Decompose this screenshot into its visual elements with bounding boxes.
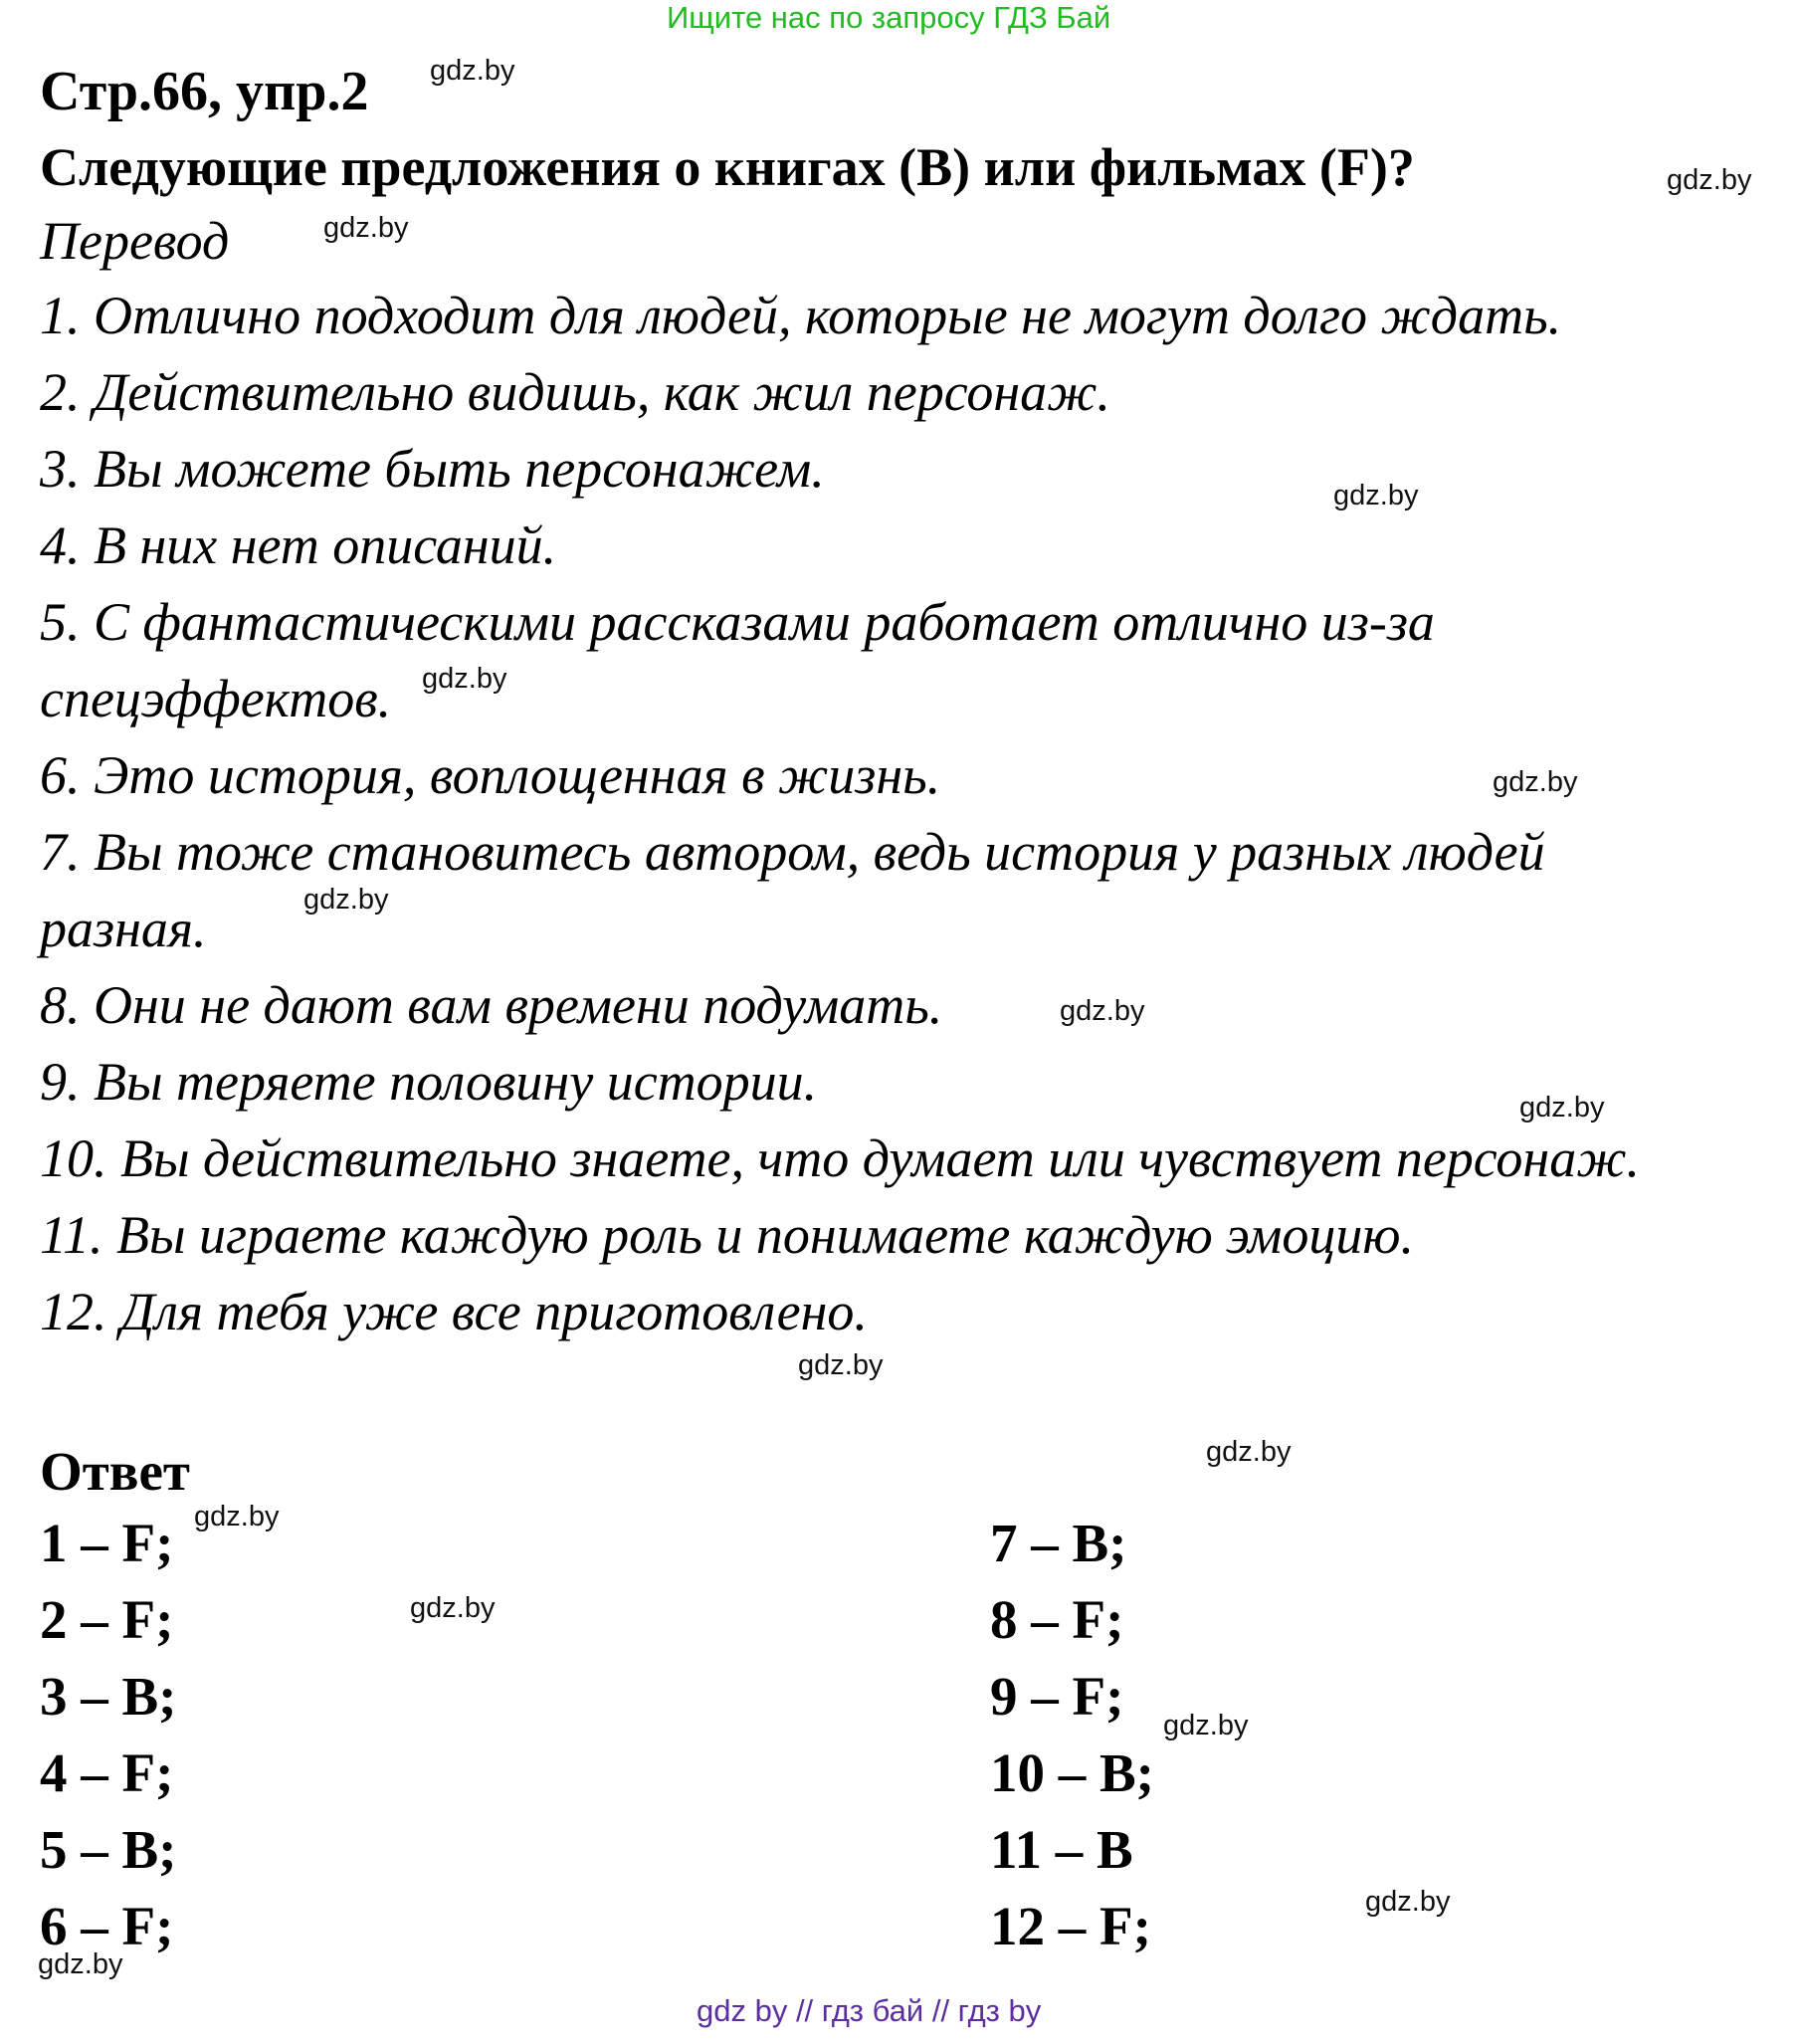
sentence-line: разная. — [40, 899, 207, 958]
answer-item: 12 – F; — [990, 1896, 1151, 1956]
watermark: gdz.by — [38, 1948, 123, 1980]
sentence-line: 3. Вы можете быть персонажем. — [40, 439, 825, 499]
watermark: gdz.by — [194, 1501, 280, 1533]
sentence-line: 4. В них нет описаний. — [40, 515, 557, 575]
answer-item: 1 – F; — [40, 1513, 174, 1573]
answer-item: 3 – B; — [40, 1666, 177, 1727]
answer-item: 7 – B; — [990, 1513, 1127, 1573]
exercise-question: Следующие предложения о книгах (B) или фильмах (F)? — [40, 137, 1415, 197]
watermark: gdz.by — [1333, 480, 1419, 511]
sentence-line: 10. Вы действительно знаете, что думает или чувствует персонаж. — [40, 1128, 1640, 1188]
watermark: gdz.by — [1667, 164, 1752, 196]
watermark: gdz.by — [1365, 1886, 1451, 1918]
sentence-line: 11. Вы играете каждую роль и понимаете каждую эмоцию. — [40, 1205, 1414, 1265]
watermark: gdz.by — [323, 212, 409, 244]
footer-links[interactable]: gdz by // гдз бай // гдз by — [697, 1993, 1042, 2028]
answer-item: 9 – F; — [990, 1666, 1124, 1727]
watermark: gdz.by — [1493, 766, 1578, 798]
watermark: gdz.by — [410, 1592, 496, 1624]
sentence-line: 9. Вы теряете половину истории. — [40, 1052, 818, 1112]
answer-item: 11 – B — [990, 1819, 1133, 1880]
watermark: gdz.by — [1519, 1092, 1605, 1124]
watermark: gdz.by — [798, 1349, 884, 1381]
sentence-line: 6. Это история, воплощенная в жизнь. — [40, 745, 941, 805]
watermark: gdz.by — [430, 55, 515, 87]
answer-item: 5 – B; — [40, 1819, 177, 1880]
answer-item: 4 – F; — [40, 1742, 174, 1803]
watermark: gdz.by — [303, 884, 389, 916]
answer-item: 10 – B; — [990, 1742, 1154, 1803]
sentence-line: 1. Отлично подходит для людей, которые не могут долго ждать. — [40, 286, 1562, 345]
sentence-line: 8. Они не дают вам времени подумать. — [40, 975, 943, 1035]
sentence-line: 7. Вы тоже становитесь автором, ведь история у разных людей — [40, 822, 1545, 882]
sentence-line: 12. Для тебя уже все приготовлено. — [40, 1282, 868, 1341]
answer-item: 6 – F; — [40, 1896, 174, 1956]
watermark: gdz.by — [1060, 995, 1145, 1027]
sentence-line: 5. С фантастическими рассказами работает отлично из-за — [40, 592, 1435, 652]
watermark: gdz.by — [1163, 1710, 1249, 1741]
top-banner[interactable]: Ищите нас по запросу ГДЗ Бай — [667, 0, 1111, 35]
page-title: Стр.66, упр.2 — [40, 61, 369, 122]
watermark: gdz.by — [422, 663, 507, 695]
sentence-line: 2. Действительно видишь, как жил персонаж. — [40, 362, 1110, 422]
answer-item: 2 – F; — [40, 1589, 174, 1650]
answer-heading: Ответ — [40, 1441, 190, 1502]
answer-item: 8 – F; — [990, 1589, 1124, 1650]
watermark: gdz.by — [1206, 1436, 1292, 1468]
sentence-line: спецэффектов. — [40, 669, 392, 728]
translation-label: Перевод — [40, 211, 230, 271]
